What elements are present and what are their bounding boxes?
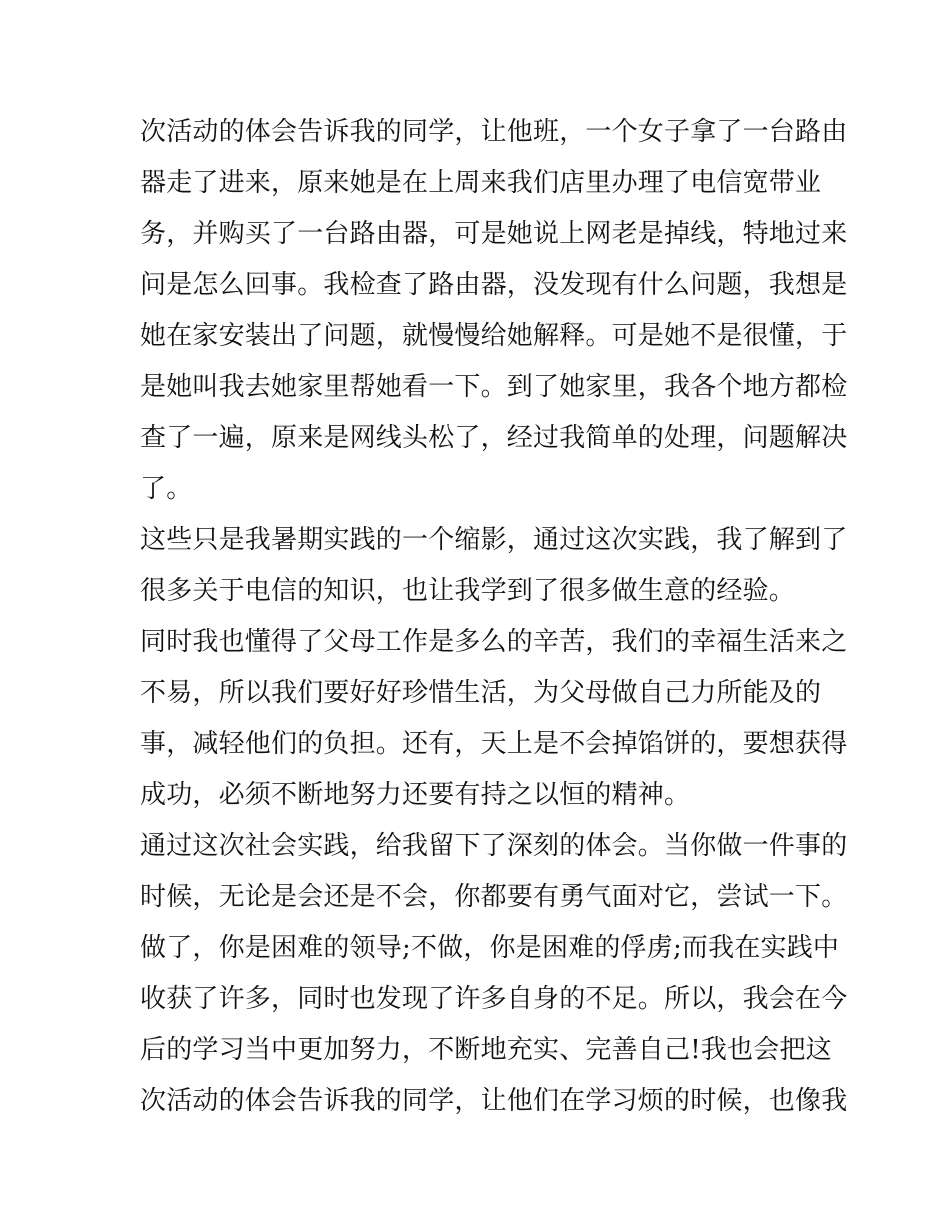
text-line: 这些只是我暑期实践的一个缩影，通过这次实践，我了解到了 (140, 525, 848, 555)
text-line: 后的学习当中更加努力，不断地充实、完善自己!我也会把这 (140, 1035, 832, 1065)
text-line: 时候，无论是会还是不会，你都要有勇气面对它，尝试一下。 (140, 882, 848, 912)
text-line: 问是怎么回事。我检查了路由器，没发现有什么问题，我想是 (140, 270, 848, 300)
text-line: 是她叫我去她家里帮她看一下。到了她家里，我各个地方都检 (140, 372, 848, 402)
text-line: 成功，必须不断地努力还要有持之以恒的精神。 (140, 780, 691, 810)
document-body (140, 107, 848, 1127)
text-line: 了。 (140, 474, 193, 504)
text-line: 务，并购买了一台路由器，可是她说上网老是掉线，特地过来 (140, 219, 848, 249)
text-line: 次活动的体会告诉我的同学，让他班，一个女子拿了一台路由 (140, 117, 848, 147)
text-line: 做了，你是困难的领导;不做，你是困难的俘虏;而我在实践中 (140, 933, 840, 963)
text-line: 查了一遍，原来是网线头松了，经过我简单的处理，问题解决 (140, 423, 848, 453)
text-line: 次活动的体会告诉我的同学，让他们在学习烦的时候，也像我 (140, 1086, 848, 1116)
text-line: 收获了许多，同时也发现了许多自身的不足。所以，我会在今 (140, 984, 848, 1014)
text-line: 不易，所以我们要好好珍惜生活，为父母做自己力所能及的 (140, 678, 822, 708)
text-line: 通过这次社会实践，给我留下了深刻的体会。当你做一件事的 (140, 831, 848, 861)
text-line: 同时我也懂得了父母工作是多么的辛苦，我们的幸福生活来之 (140, 627, 848, 657)
text-line: 器走了进来，原来她是在上周来我们店里办理了电信宽带业 (140, 168, 822, 198)
text-line: 事，减轻他们的负担。还有，天上是不会掉馅饼的，要想获得 (140, 729, 848, 759)
text-line: 很多关于电信的知识，也让我学到了很多做生意的经验。 (140, 576, 796, 606)
text-line: 她在家安装出了问题，就慢慢给她解释。可是她不是很懂，于 (140, 321, 848, 351)
